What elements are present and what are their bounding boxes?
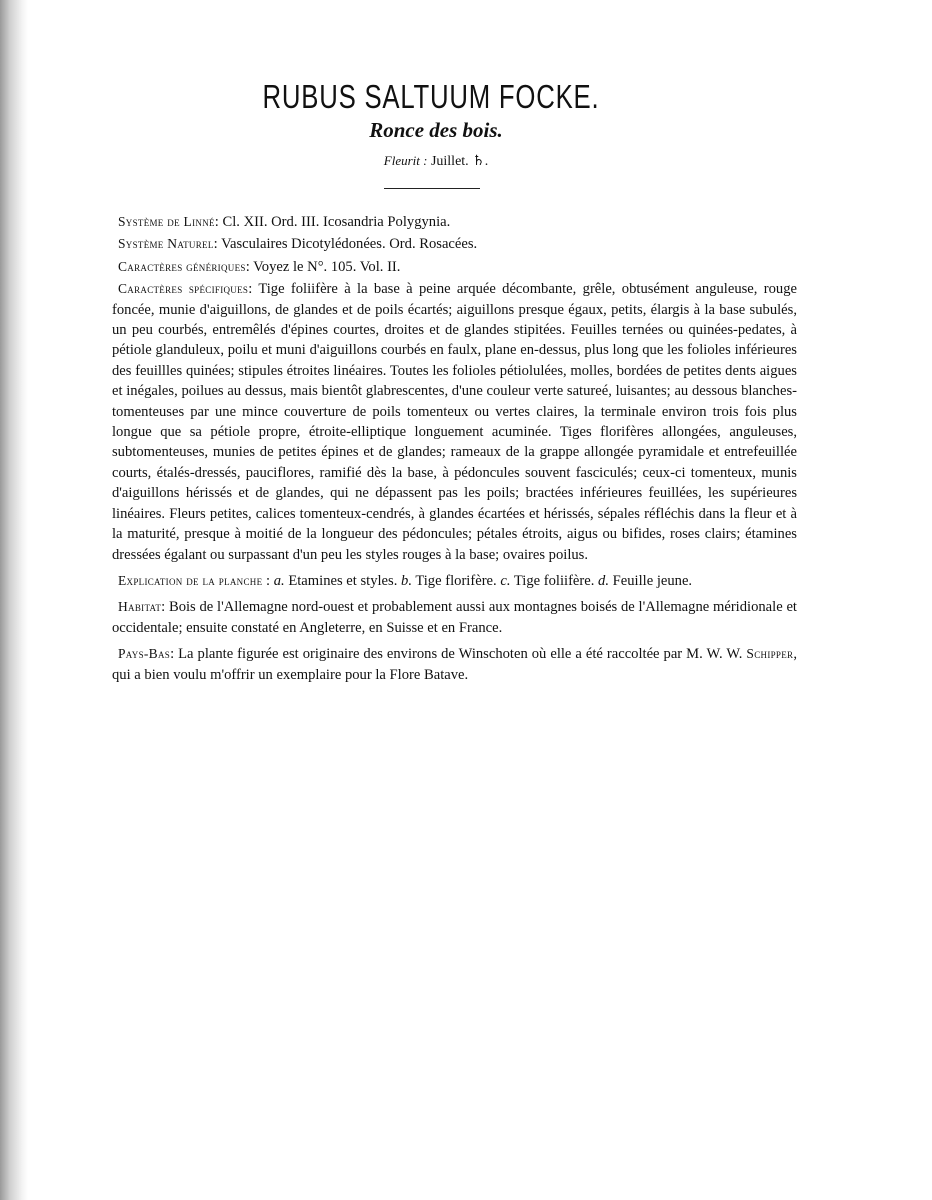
section-text: : Vasculaires Dicotylédonées. Ord. Rosacées. (213, 236, 478, 253)
section-label: Système de Linné (118, 214, 215, 229)
section-text: : Cl. XII. Ord. III. Icosandria Polygynia. (214, 214, 451, 230)
section-specifiques (112, 279, 797, 565)
flowering-label: Fleurit : (383, 153, 428, 168)
plate-letter: d. (598, 572, 609, 589)
section-label: Explication de la planche (118, 572, 263, 588)
section-linne (112, 212, 797, 232)
section-label: Système Naturel (118, 236, 214, 252)
section-sep: : (262, 572, 274, 589)
plate-item: Etamines et styles. (284, 572, 402, 589)
section-text: : Tige foliifère à la base à peine arquée décombante, grêle, obtusément anguleuse, rouge foncée, munie d'aiguillons, de glandes et de poils écartés; aiguillons presque égaux, petits, élargis à la base subulés, un peu courbés, entremêlés d'épines courtes, droites et de glandes stipitées. Feuilles ternées ou quinées-pedates, à pétiole glanduleux, poilu et muni d'aiguillons courbés en faulx, plane en-dessus, plus long que les folioles inférieures des feuillles quinées; stipules étroites linéaires. Toutes les folioles pétiolulées, molles, bordées de petites dents aigues et inégales, poilues au dessus, mais bientôt glabrescentes, d'une couleur verte satureé, luisantes; au dessous blanches-tomenteuses par une mince couverture de poils tomenteux ou vertes claires, la terminale environ trois fois plus longue que sa pétiole propre, étroite-elliptique longuement acuminée. Tiges florifères allongées, anguleuses, subtomenteuses, munies de petites épines et de glandes; rameaux de la grappe allongée pyramidale et entrefeuillée courts, étalés-dressés, pauciflores, ramifié dès la base, à pédoncules souvent fasciculés; ceux-ci tomenteux, munis d'aiguillons hérissés et de glandes, qui ne dépassent pas les poils; bractées inférieures feuillées, les supérieures linéaires. Fleurs petites, calices tomenteux-cendrés, à glandes écartées et hérissés, sépales réfléchis dans la fleur et à la maturité, presque à moitié de la longueur des pédoncules; pétales étroits, aigus ou bifides, roses clairs; étamines dressées égalant ou surpassant d'un peu les styles rouges à la base; ovaires poilus. (112, 281, 797, 563)
section-text: : Bois de l'Allemagne nord-ouest et probablement aussi aux montagnes boisés de l'Allemagne méridionale et occidentale; ensuite constaté en Angleterre, en Suisse et en France. (112, 599, 797, 636)
section-text: , qui a bien voulu m'offrir un exemplaire pour la Flore Batave. (112, 646, 797, 683)
section-text: : Voyez le N°. 105. Vol. II. (245, 258, 401, 275)
section-habitat (112, 597, 797, 638)
plate-letter: a. (273, 572, 285, 589)
section-explication (112, 571, 797, 591)
flowering-value: Juillet. ♄. (430, 154, 489, 169)
section-generiques (112, 257, 797, 277)
section-label: Caractères génériques (118, 258, 246, 274)
section-label: Caractères spécifiques (118, 281, 249, 297)
plate-item: Feuille jeune. (609, 572, 693, 589)
page-title: RUBUS SALTUUM FOCKE. (262, 78, 600, 115)
subtitle-block (0, 118, 932, 143)
title-block (0, 78, 932, 116)
section-label: Habitat (118, 599, 162, 615)
section-naturel (112, 234, 797, 254)
plate-item: Tige foliifère. (510, 572, 599, 589)
flowering-wrap (384, 154, 488, 169)
collector-name: Schipper (746, 646, 794, 662)
common-name: Ronce des bois. (369, 118, 503, 142)
divider (384, 188, 480, 189)
scan-edge-shadow (0, 0, 28, 1200)
section-paysbas (112, 644, 797, 685)
description-body (112, 212, 797, 691)
plate-letter: b. (401, 572, 412, 589)
flowering-line (0, 153, 932, 170)
section-text: : La plante figurée est originaire des environs de Winschoten où elle a été raccoltée par M. W. W. (170, 646, 747, 663)
plate-letter: c. (500, 572, 511, 589)
plate-item: Tige florifère. (411, 572, 501, 589)
section-label: Pays-Bas (118, 646, 171, 662)
